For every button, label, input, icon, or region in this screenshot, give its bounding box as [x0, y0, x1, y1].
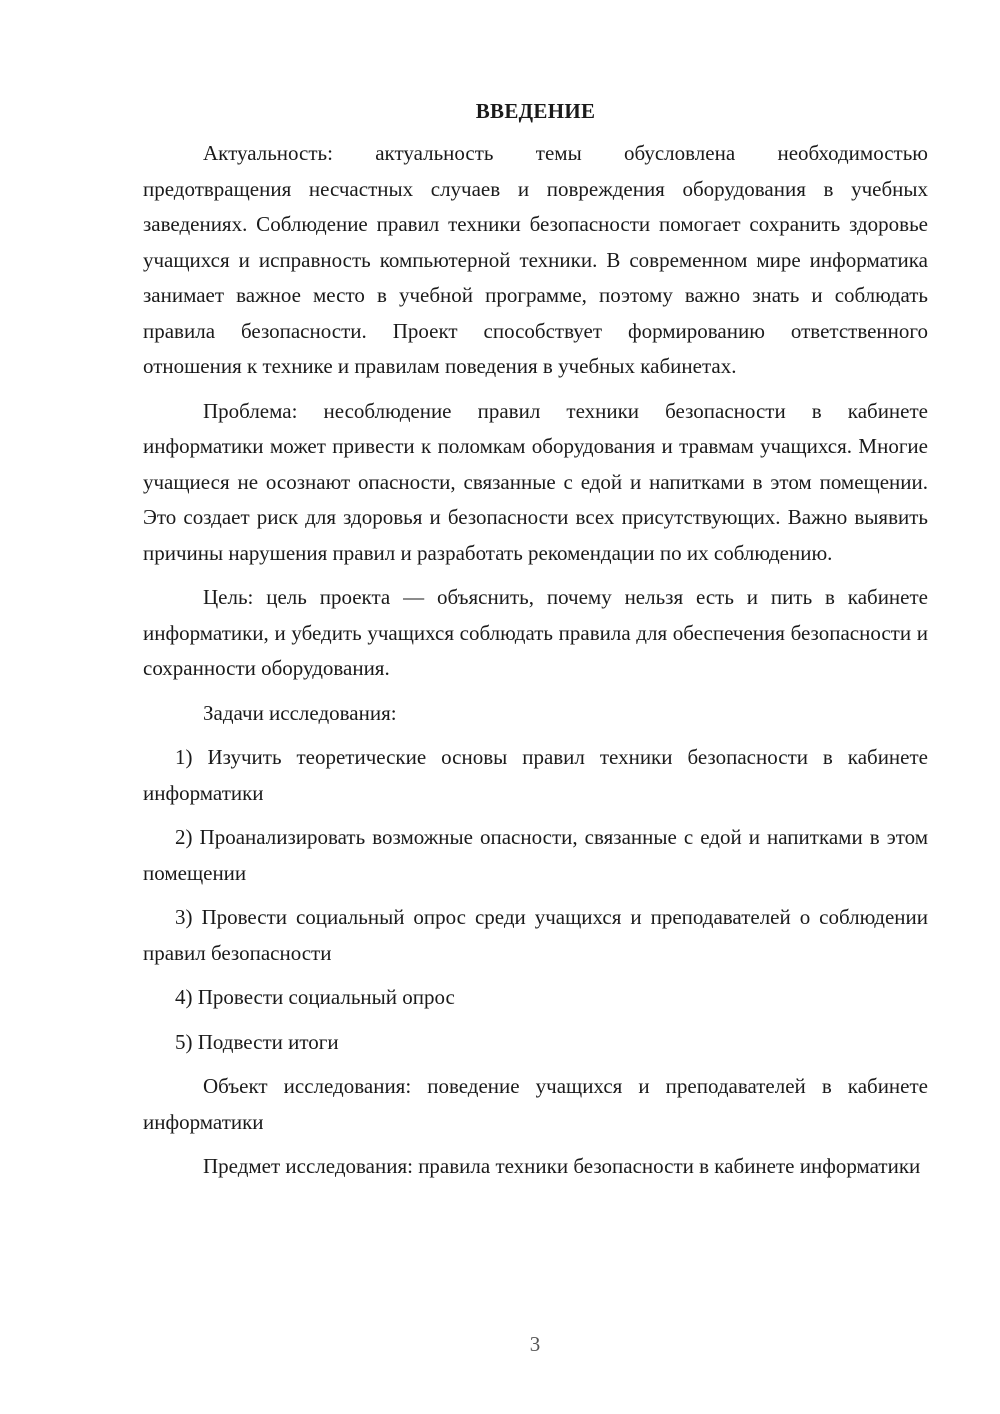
task-item-4: 4) Провести социальный опрос — [175, 985, 455, 1009]
page-number: 3 — [529, 1332, 541, 1356]
paragraph-problem: Проблема: несоблюдение правил техники безопасности в кабинете информатики может привести к поломкам оборудования и травмам учащихся. Многие учащиеся не осознают опасности, связанные с едой и напитками в этом помещении. Это создает риск для здоровья и безопасности всех присутствующих. Важно выявить причины нарушения правил и разработать рекомендации по их соблюдению. — [143, 398, 928, 565]
paragraph-relevance: Актуальность: актуальность темы обусловлена необходимостью предотвращения несчастных случаев и повреждения оборудования в учебных заведениях. Соблюдение правил техники безопасности помогает сохранить здоровье учащихся и исправность компьютерной техники. В современном мире информатика занимает важное место в учебной программе, поэтому важно знать и соблюдать правила безопасности. Проект способствует формированию ответственного отношения к технике и правилам поведения в учебных кабинетах. — [143, 141, 928, 378]
task-item-3: 3) Провести социальный опрос среди учащихся и преподавателей о соблюдении правил безопасности — [143, 905, 928, 965]
document-page — [143, 96, 928, 1194]
task-item-1: 1) Изучить теоретические основы правил техники безопасности в кабинете информатики — [143, 745, 928, 805]
page-title: ВВЕДЕНИЕ — [475, 99, 596, 123]
paragraph-subject: Предмет исследования: правила техники безопасности в кабинете информатики — [203, 1154, 921, 1178]
task-item-2: 2) Проанализировать возможные опасности, связанные с едой и напитками в этом помещении — [143, 825, 928, 885]
paragraph-goal: Цель: цель проекта — объяснить, почему нельзя есть и пить в кабинете информатики, и убедить учащихся соблюдать правила для обеспечения безопасности и сохранности оборудования. — [143, 585, 928, 680]
tasks-heading: Задачи исследования: — [203, 700, 397, 725]
task-item-5: 5) Подвести итоги — [175, 1029, 339, 1054]
paragraph-object: Объект исследования: поведение учащихся и преподавателей в кабинете информатики — [143, 1074, 928, 1134]
